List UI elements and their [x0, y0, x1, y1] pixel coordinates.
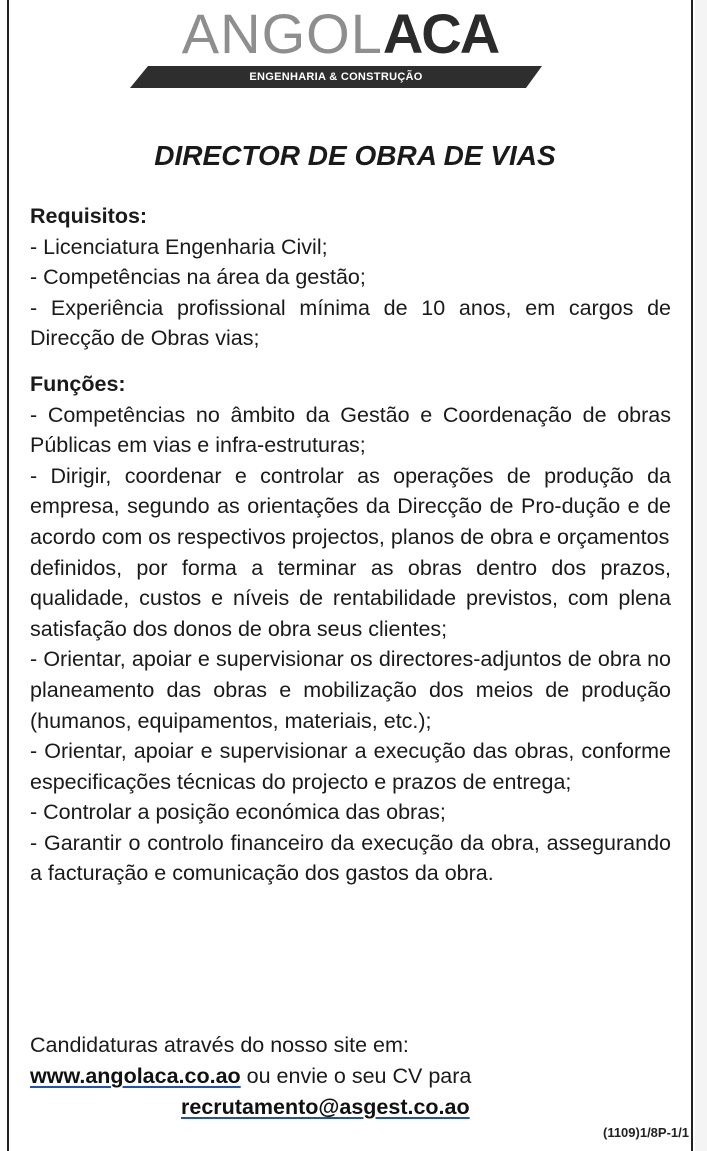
funcao-item: - Controlar a posição económica das obras; — [30, 800, 446, 825]
logo-name-light: ANGOL — [181, 2, 383, 65]
contact-website-line — [30, 1061, 671, 1092]
funcao-item: - Dirigir, coordenar e controlar as operações de produção da empresa, segundo as orientações da Direcção de Pro-dução e de acordo com os respectivos projectos, planos de obra e orçamentos — [30, 463, 671, 549]
application-contact — [30, 1030, 671, 1123]
logo-wordmark — [130, 4, 550, 64]
section-gap — [30, 354, 671, 369]
website-link[interactable]: www.angolaca.co.ao — [30, 1064, 241, 1088]
funcao-item: - Orientar, apoiar e supervisionar a execução das obras, conforme especificações técnicas do projecto e prazos de entrega; — [30, 739, 671, 794]
requisito-item: - Licenciatura Engenharia Civil; — [30, 234, 328, 259]
ad-reference-code: (1109)1/8P-1/1 — [602, 1125, 689, 1140]
contact-email-line — [30, 1092, 671, 1123]
requisitos-heading: Requisitos: — [30, 204, 148, 228]
funcao-item: - Competências no âmbito da Gestão e Coordenação de obras Públicas em vias e infra-estruturas; — [30, 402, 671, 458]
requisito-item: - Competências na área da gestão; — [30, 265, 366, 290]
funcoes-heading: Funções: — [30, 371, 126, 396]
contact-intro: Candidaturas através do nosso site em: — [30, 1033, 409, 1057]
logo-name-dark: ACA — [382, 2, 499, 65]
logo-tagline-bar — [130, 64, 542, 90]
logo-tagline: ENGENHARIA & CONSTRUÇÃO — [249, 71, 423, 83]
page-edge — [695, 0, 707, 1151]
funcao-item: definidos, por forma a terminar as obras dentro dos prazos, qualidade, custos e níveis de rentabilidade previstos, com plena satisfação dos donos de obra seus clientes; — [30, 555, 671, 641]
email-link[interactable]: recrutamento@asgest.co.ao — [181, 1095, 470, 1119]
ad-body — [30, 201, 671, 889]
funcao-item: - Garantir o controlo financeiro da execução da obra, assegurando a facturação e comunicação dos gastos da obra. — [30, 830, 671, 886]
requisito-item: - Experiência profissional mínima de 10 anos, em cargos de Direcção de Obras vias; — [30, 295, 671, 351]
funcao-item: - Orientar, apoiar e supervisionar os directores-adjuntos de obra no planeamento das obras e mobilização dos meios de produção (humanos, equipamentos, materiais, etc.); — [30, 647, 671, 733]
company-logo — [130, 0, 550, 92]
job-title: DIRECTOR DE OBRA DE VIAS — [154, 140, 556, 171]
contact-middle-text: ou envie o seu CV para — [240, 1064, 472, 1088]
